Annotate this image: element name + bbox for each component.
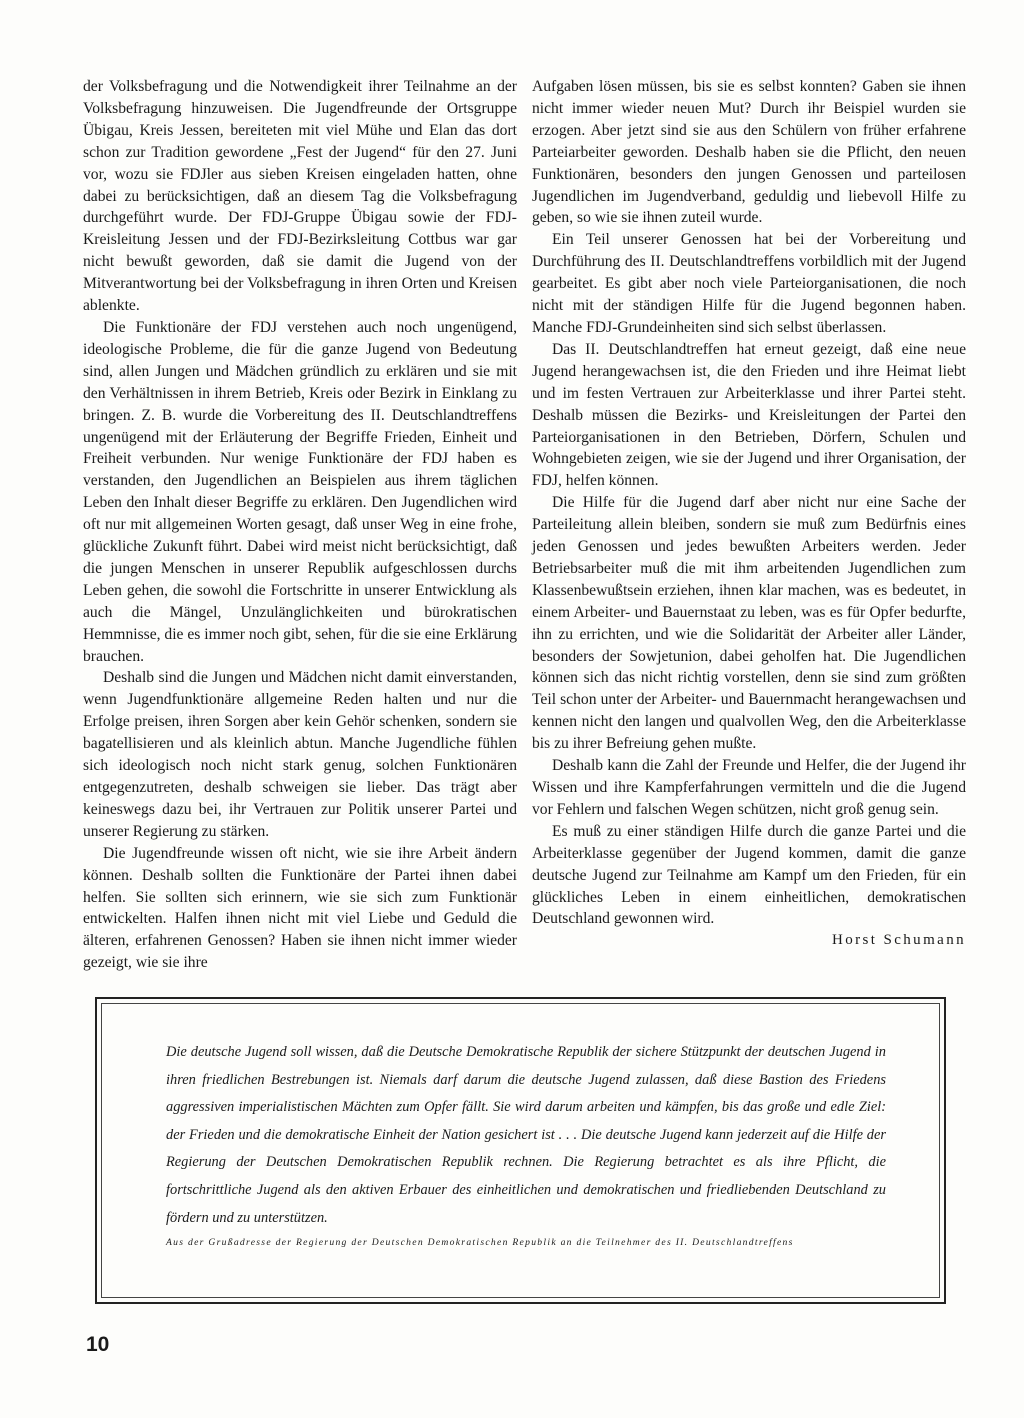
article-paragraph: Ein Teil unserer Genossen hat bei der Vorbereitung und Durchführung des II. Deutschlandtreffens vorbildlich mit der Jugend gearbeitet. Es gibt aber noch viele Parteiorganisationen, die noch nicht mit der ständigen Hilfe für die Jugend begonnen haben. Manche FDJ-Grundeinheiten sind sich selbst überlassen.	[532, 231, 966, 336]
article-paragraph: Das II. Deutschlandtreffen hat erneut gezeigt, daß eine neue Jugend herangewachsen ist, die den Frieden und ihre Heimat liebt und im festen Vertrauen zur Arbeiterklasse und ihrer Partei steht. Deshalb müssen die Bezirks- und Kreisleitungen der Partei den Parteiorganisationen in den Betrieben, Dörfern, Schulen und Wohngebieten zeigen, wie sie der Jugend und ihrer Organisation, der FDJ, helfen können.	[532, 340, 966, 490]
page-number: 10	[86, 1333, 110, 1356]
article-paragraph: Aufgaben lösen müssen, bis sie es selbst konnten? Gaben sie ihnen nicht immer wieder neuen Mut? Durch ihr Beispiel wurden sie erzogen. Aber jetzt sind sie aus den Schülern von früher erfahrene Parteiarbeiter geworden. Deshalb haben sie die Pflicht, den neuen Funktionären, besonders den jungen Genossen und parteilosen Jugendlichen im Jugendverband, geduldig und liebevoll Hilfe zu geben, so wie sie ihnen zuteil wurde.	[532, 78, 966, 227]
article-paragraph: Die Funktionäre der FDJ verstehen auch noch ungenügend, ideologische Probleme, die für die ganze Jugend von Bedeutung sind, allen Jungen und Mädchen gründlich zu erklären und sie mit den Verhältnissen in ihrem Betrieb, Kreis oder Bezirk in Einklang zu bringen. Z. B. wurde die Vorbereitung des II. Deutschlandtreffens ungenügend mit der Erläuterung der Begriffe Frieden, Einheit und Freiheit verbunden. Nur wenige Funktionäre der FDJ haben es verstanden, den Jugendlichen an Beispielen aus ihrem täglichen Leben den Inhalt dieser Begriffe zu erklären. Den Jugendlichen wird oft nur mit allgemeinen Worten gesagt, daß unser Weg in eine frohe, glückliche Zukunft führt. Dabei wird meist nicht berücksichtigt, daß die jungen Menschen in unserer Republik aufgeschlossen durchs Leben gehen, die sowohl die Fortschritte in unserer Entwicklung als auch die Mängel, Unzulänglichkeiten und bürokratischen Hemmnisse, die es immer noch gibt, sehen, für die sie eine Erklärung brauchen.	[83, 318, 517, 665]
article-column-right	[532, 76, 966, 952]
quote-text: Die deutsche Jugend soll wissen, daß die Deutsche Demokratische Republik der sichere Stützpunkt der deutschen Jugend in ihren friedlichen Bestrebungen ist. Niemals darf darum die deutsche Jugend zulassen, daß diese Bastion des Friedens aggressiven imperialistischen Mächten zum Opfer fällt. Sie wird darum arbeiten und kämpfen, bis das große und edle Ziel: der Frieden und die demokratische Einheit der Nation gesichert ist . . . Die deutsche Jugend kann jederzeit auf die Hilfe der Regierung der Deutschen Demokratischen Republik rechnen. Die Regierung betrachtet es als ihre Pflicht, die fortschrittliche Jugend als den aktiven Erbauer des einheitlichen und demokratischen und friedliebenden Deutschland zu fördern und zu unterstützen.	[166, 1044, 886, 1226]
quote-source: Aus der Grußadresse der Regierung der Deutschen Demokratischen Republik an die Teilnehmer des II. Deutschlandtreffens	[166, 1237, 794, 1248]
article-paragraph: Deshalb kann die Zahl der Freunde und Helfer, die der Jugend ihr Wissen und ihre Kampferfahrungen vermitteln und die die Jugend vor Fehlern und falschen Wegen schützen, nicht groß genug sein.	[532, 757, 966, 818]
article-paragraph: Deshalb sind die Jungen und Mädchen nicht damit einverstanden, wenn Jugendfunktionäre allgemeine Reden halten und nur die Erfolge preisen, ihren Sorgen aber kein Gehör schenken, sondern sie bagatellisieren und als kleinlich abtun. Manche Jugendliche fühlen sich ideologisch noch nicht stark genug, solchen Funktionären entgegenzutreten, deshalb schweigen sie lieber. Das trägt aber keineswegs dazu bei, ihr Vertrauen zur Politik unserer Partei und unserer Regierung zu stärken.	[83, 669, 517, 840]
article-column-left	[83, 76, 517, 974]
article-paragraph: Die Hilfe für die Jugend darf aber nicht nur eine Sache der Parteileitung allein bleiben, sondern sie muß zum Bedürfnis eines jeden Genossen und jedes bewußten Arbeiters werden. Jeder Betriebsarbeiter muß die mit ihm arbeitenden Jugendlichen zum Klassenbewußtsein erziehen, ihnen klar machen, was es bedeutet, in einem Arbeiter- und Bauernstaat zu leben, was es für Opfer bedurfte, ihn zu errichten, und wie die Solidarität der Arbeiter aller Länder, besonders der Sowjetunion, dabei geholfen hat. Die Jugendlichen können sich das nicht richtig vorstellen, denn sie sind zum größten Teil schon unter der Arbeiter- und Bauernmacht herangewachsen und kennen nicht den langen und qualvollen Weg, den die Arbeiterklasse bis zu ihrer Befreiung gehen mußte.	[532, 494, 966, 753]
author-signature: Horst Schumann	[831, 932, 966, 949]
article-paragraph: Es muß zu einer ständigen Hilfe durch die ganze Partei und die Arbeiterklasse gegenüber der Jugend kommen, damit die ganze deutsche Jugend zur Teilnahme am Kampf um den Frieden, für ein glückliches Leben in einem einheitlichen, demokratischen Deutschland gewonnen wird.	[532, 822, 966, 928]
article-paragraph: Die Jugendfreunde wissen oft nicht, wie sie ihre Arbeit ändern können. Deshalb sollten die Funktionäre der Partei ihnen dabei helfen. Sie sollten sich erinnern, wie sie sich zum Funktionär entwickelten. Halfen ihnen nicht mit viel Liebe und Geduld die älteren, erfahrenen Genossen? Haben sie ihnen nicht immer wieder gezeigt, wie sie ihre	[83, 844, 517, 972]
article-paragraph: der Volksbefragung und die Notwendigkeit ihrer Teilnahme an der Volksbefragung hinzuweisen. Die Jugendfreunde der Ortsgruppe Übigau, Kreis Jessen, bereiteten mit viel Mühe und Elan das dort schon zur Tradition gewordene „Fest der Jugend“ für den 27. Juni vor, wozu sie FDJler aus sieben Kreisen eingeladen hatten, ohne dabei zu berücksichtigen, daß an diesem Tag die Volksbefragung durchgeführt wurde. Der FDJ-Gruppe Übigau sowie der FDJ-Kreisleitung Jessen und der FDJ-Bezirksleitung Cottbus war gar nicht bewußt geworden, daß sie damit die Jugend von der Mitverantwortung bei der Volksbefragung in ihren Orten und Kreisen ablenkte.	[83, 78, 517, 315]
quote-box	[95, 997, 946, 1304]
